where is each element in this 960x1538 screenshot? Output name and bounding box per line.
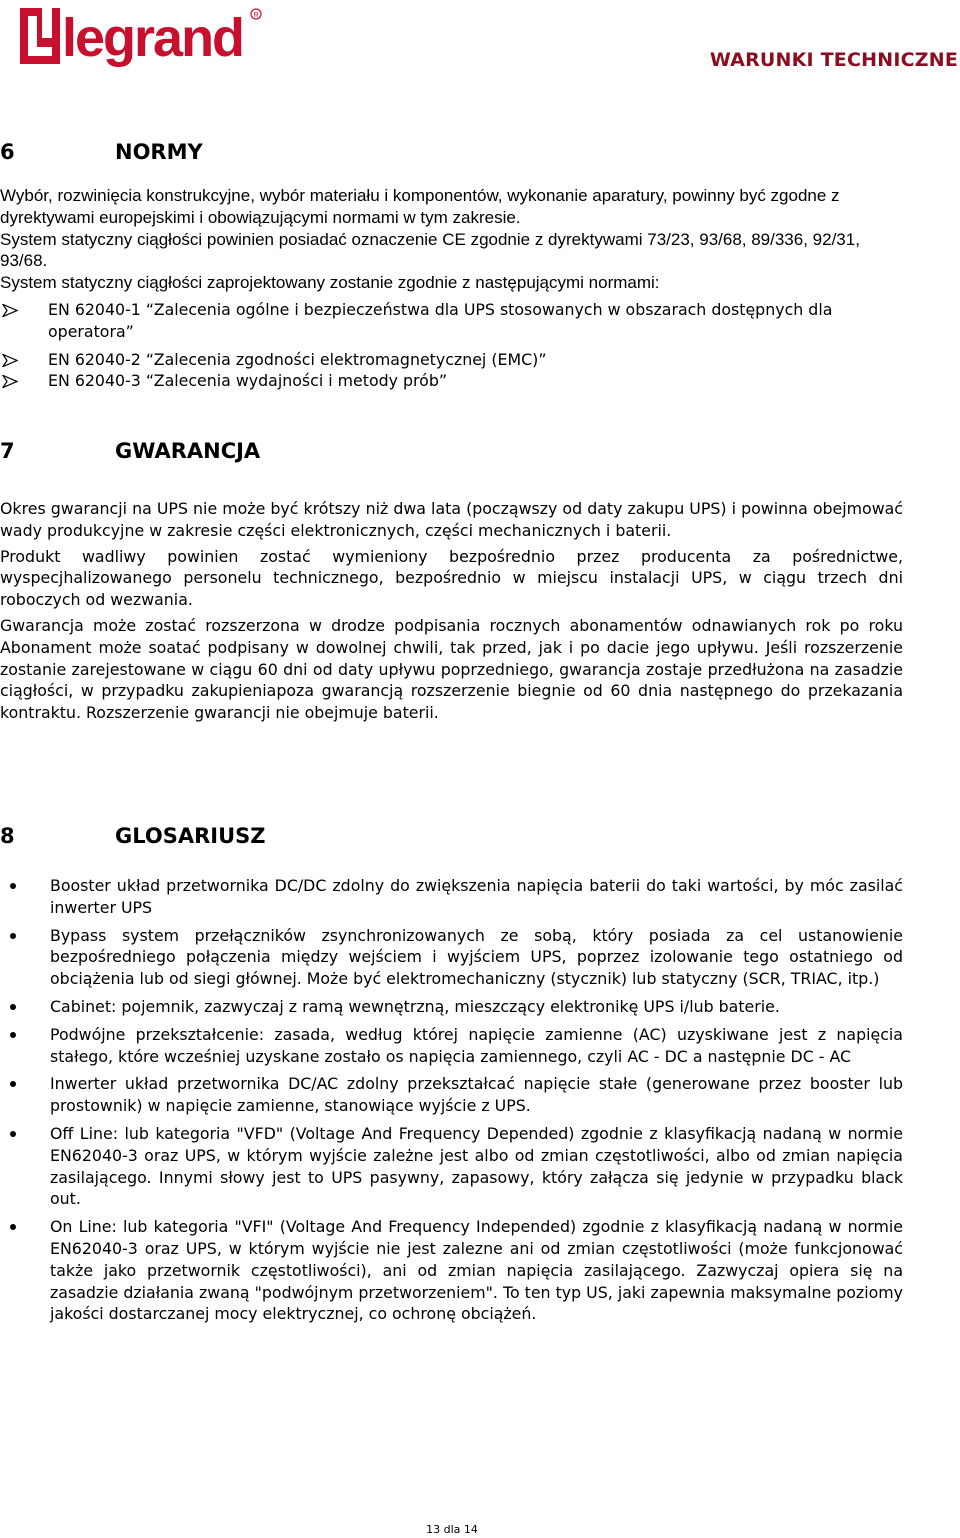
glossary-item [0, 1216, 903, 1325]
glossary-item-text: Inwerter układ przetwornika DC/AC zdolny przekształcać napięcie stałe (generowane przez booster lub prostownik) w napięcie zamienne, stanowiące wyjście z UPS. [50, 1074, 903, 1116]
list-item [0, 349, 900, 371]
bullet-icon [10, 1081, 16, 1087]
paragraph: Produkt wadliwy powinien zostać wymieniony bezpośrednio przez producenta za pośrednictwe, wyspecjhalizowanego personelu technicznego, bezpośrednio w miejscu instalacji UPS, w ciągu trzech dni roboczych od wezwania. [0, 546, 903, 610]
glossary-item [0, 925, 903, 990]
paragraph: System statyczny ciągłości zaprojektowany zostanie zgodnie z następującymi normami: [0, 273, 660, 293]
section-title: NORMY [115, 140, 203, 164]
glossary-item-text: Off Line: lub kategoria "VFD" (Voltage And Frequency Depended) zgodnie z klasyfikacją nadaną w normie EN62040-3 oraz UPS, w którym wyjście zależne jest albo od zmian częstotliwości, albo od zmian napięcia zasilającego. Innymi słowy jest to UPS pasywny, zapasowy, który załącza się jedynie w przypadku black out. [50, 1123, 903, 1209]
paragraph: Okres gwarancji na UPS nie może być krótszy niż dwa lata (począwszy od daty zakupu UPS) i powinna obejmować wady produkcyjne w zakresie części elektronicznych, części mechanicznych i baterii. [0, 499, 903, 540]
section-number: 6 [0, 140, 15, 164]
page-footer [0, 1523, 960, 1536]
list-item [0, 370, 900, 392]
list-item-text: EN 62040-2 “Zalecenia zgodności elektromagnetycznej (EMC)” [48, 349, 547, 369]
glossary-item [0, 1073, 903, 1117]
page-number: 13 dla 14 [426, 1523, 478, 1536]
bullet-icon [10, 1131, 16, 1137]
header-title: WARUNKI TECHNICZNE [709, 49, 958, 71]
glossary-item [0, 1123, 903, 1210]
glossary-item-text: Cabinet: pojemnik, zazwyczaj z ramą wewnętrzną, mieszczący elektronikę UPS i/lub baterie. [50, 996, 780, 1016]
glossary-item-text: Podwójne przekształcenie: zasada, według której napięcie zamienne (AC) uzyskiwane jest z napięcia stałego, które wcześniej uzyskane zostało os napięcia zamiennego, czyli AC - DC a następnie DC - AC [50, 1024, 903, 1066]
paragraph: Gwarancja może zostać rozszerzona w drodze podpisania rocznych abonamentów odnawianych rok po roku Abonament może soatać podpisany w dowolnej chwili, tak przed, jak i po dacie jego upływu. Jeśli rozszerzenie zostanie zarejestowane w ciągu 60 dni od daty upływu poprzedniego, gwarancja zostaje przedłużona na zasadzie ciągłości, w przypadku zakupieniapoza gwarancją rozszerzenie biegnie od 60 dnia następnego do przekazania kontraktu. Rozszerzenie gwarancji nie obejmuje baterii. [0, 615, 903, 723]
norms-list [0, 299, 900, 392]
section-title: GWARANCJA [115, 439, 261, 463]
arrow-bullet-icon [2, 375, 18, 388]
glossary-item [0, 875, 903, 919]
arrow-bullet-icon [2, 354, 18, 367]
glossary-item-text: Booster układ przetwornika DC/DC zdolny do zwiększenia napięcia baterii do taki wartości, by móc zasilać inwerter UPS [50, 876, 903, 917]
section-title: GLOSARIUSZ [115, 824, 266, 848]
glossary-item-text: Bypass system przełączników zsynchronizowanych ze sobą, który posiada za cel ustanowienie bezpośredniego połączenia między wejściem i wyjściem UPS, poprzez izolowanie tego ostatniego od obciążenia lub od siegi głównej. Może być elektromechaniczny (stycznik) lub statyczny (SCR, TRIAC, itp.) [50, 925, 903, 989]
glossary-list [0, 875, 903, 1325]
section-7-body [0, 498, 903, 724]
bullet-icon [10, 1224, 16, 1230]
paragraph: System statyczny ciągłości powinien posiadać oznaczenie CE zgodnie z dyrektywami 73/23, 93/68, 89/336, 92/31, 93/68. [0, 229, 860, 271]
section-number: 8 [0, 824, 15, 848]
bullet-icon [10, 883, 16, 889]
svg-text:R: R [253, 12, 259, 19]
section-number: 7 [0, 439, 15, 463]
glossary-item-text: On Line: lub kategoria "VFI" (Voltage And Frequency Independed) zgodnie z klasyfikacją nadaną w normie EN62040-3 oraz UPS, w którym wyjście nie jest zalezne ani od zmian częstotliwości (może funkcjonować także jako przetwornik częstotliwości), ani od zmian napięcia zasilającego. Zazwyczaj opiera się na zasadzie działania zwaną "podwójnym przetworzeniem". To ten typ US, jaki zapewnia maksymalne poziomy jakości dostarczanej mocy elektrycznej, co ochronę obciążeń. [50, 1217, 903, 1324]
arrow-bullet-icon [2, 304, 18, 317]
paragraph: Wybór, rozwinięcia konstrukcyjne, wybór materiału i komponentów, wykonanie aparatury, powinny być zgodne z dyrektywami europejskimi i obowiązującymi normami w tym zakresie. [0, 186, 840, 227]
list-item-text: EN 62040-1 “Zalecenia ogólne i bezpieczeństwa dla UPS stosowanych w obszarach dostępnych dla operatora” [48, 300, 833, 341]
bullet-icon [10, 1004, 16, 1010]
bullet-icon [10, 933, 16, 939]
glossary-item [0, 996, 903, 1018]
legrand-logo [18, 4, 268, 68]
section-6-body [0, 185, 903, 294]
bullet-icon [10, 1032, 16, 1038]
brand-wordmark: legrand [62, 8, 244, 68]
list-item [0, 299, 900, 343]
glossary-item [0, 1024, 903, 1068]
list-item-text: EN 62040-3 “Zalecenia wydajności i metody prób” [48, 371, 448, 391]
